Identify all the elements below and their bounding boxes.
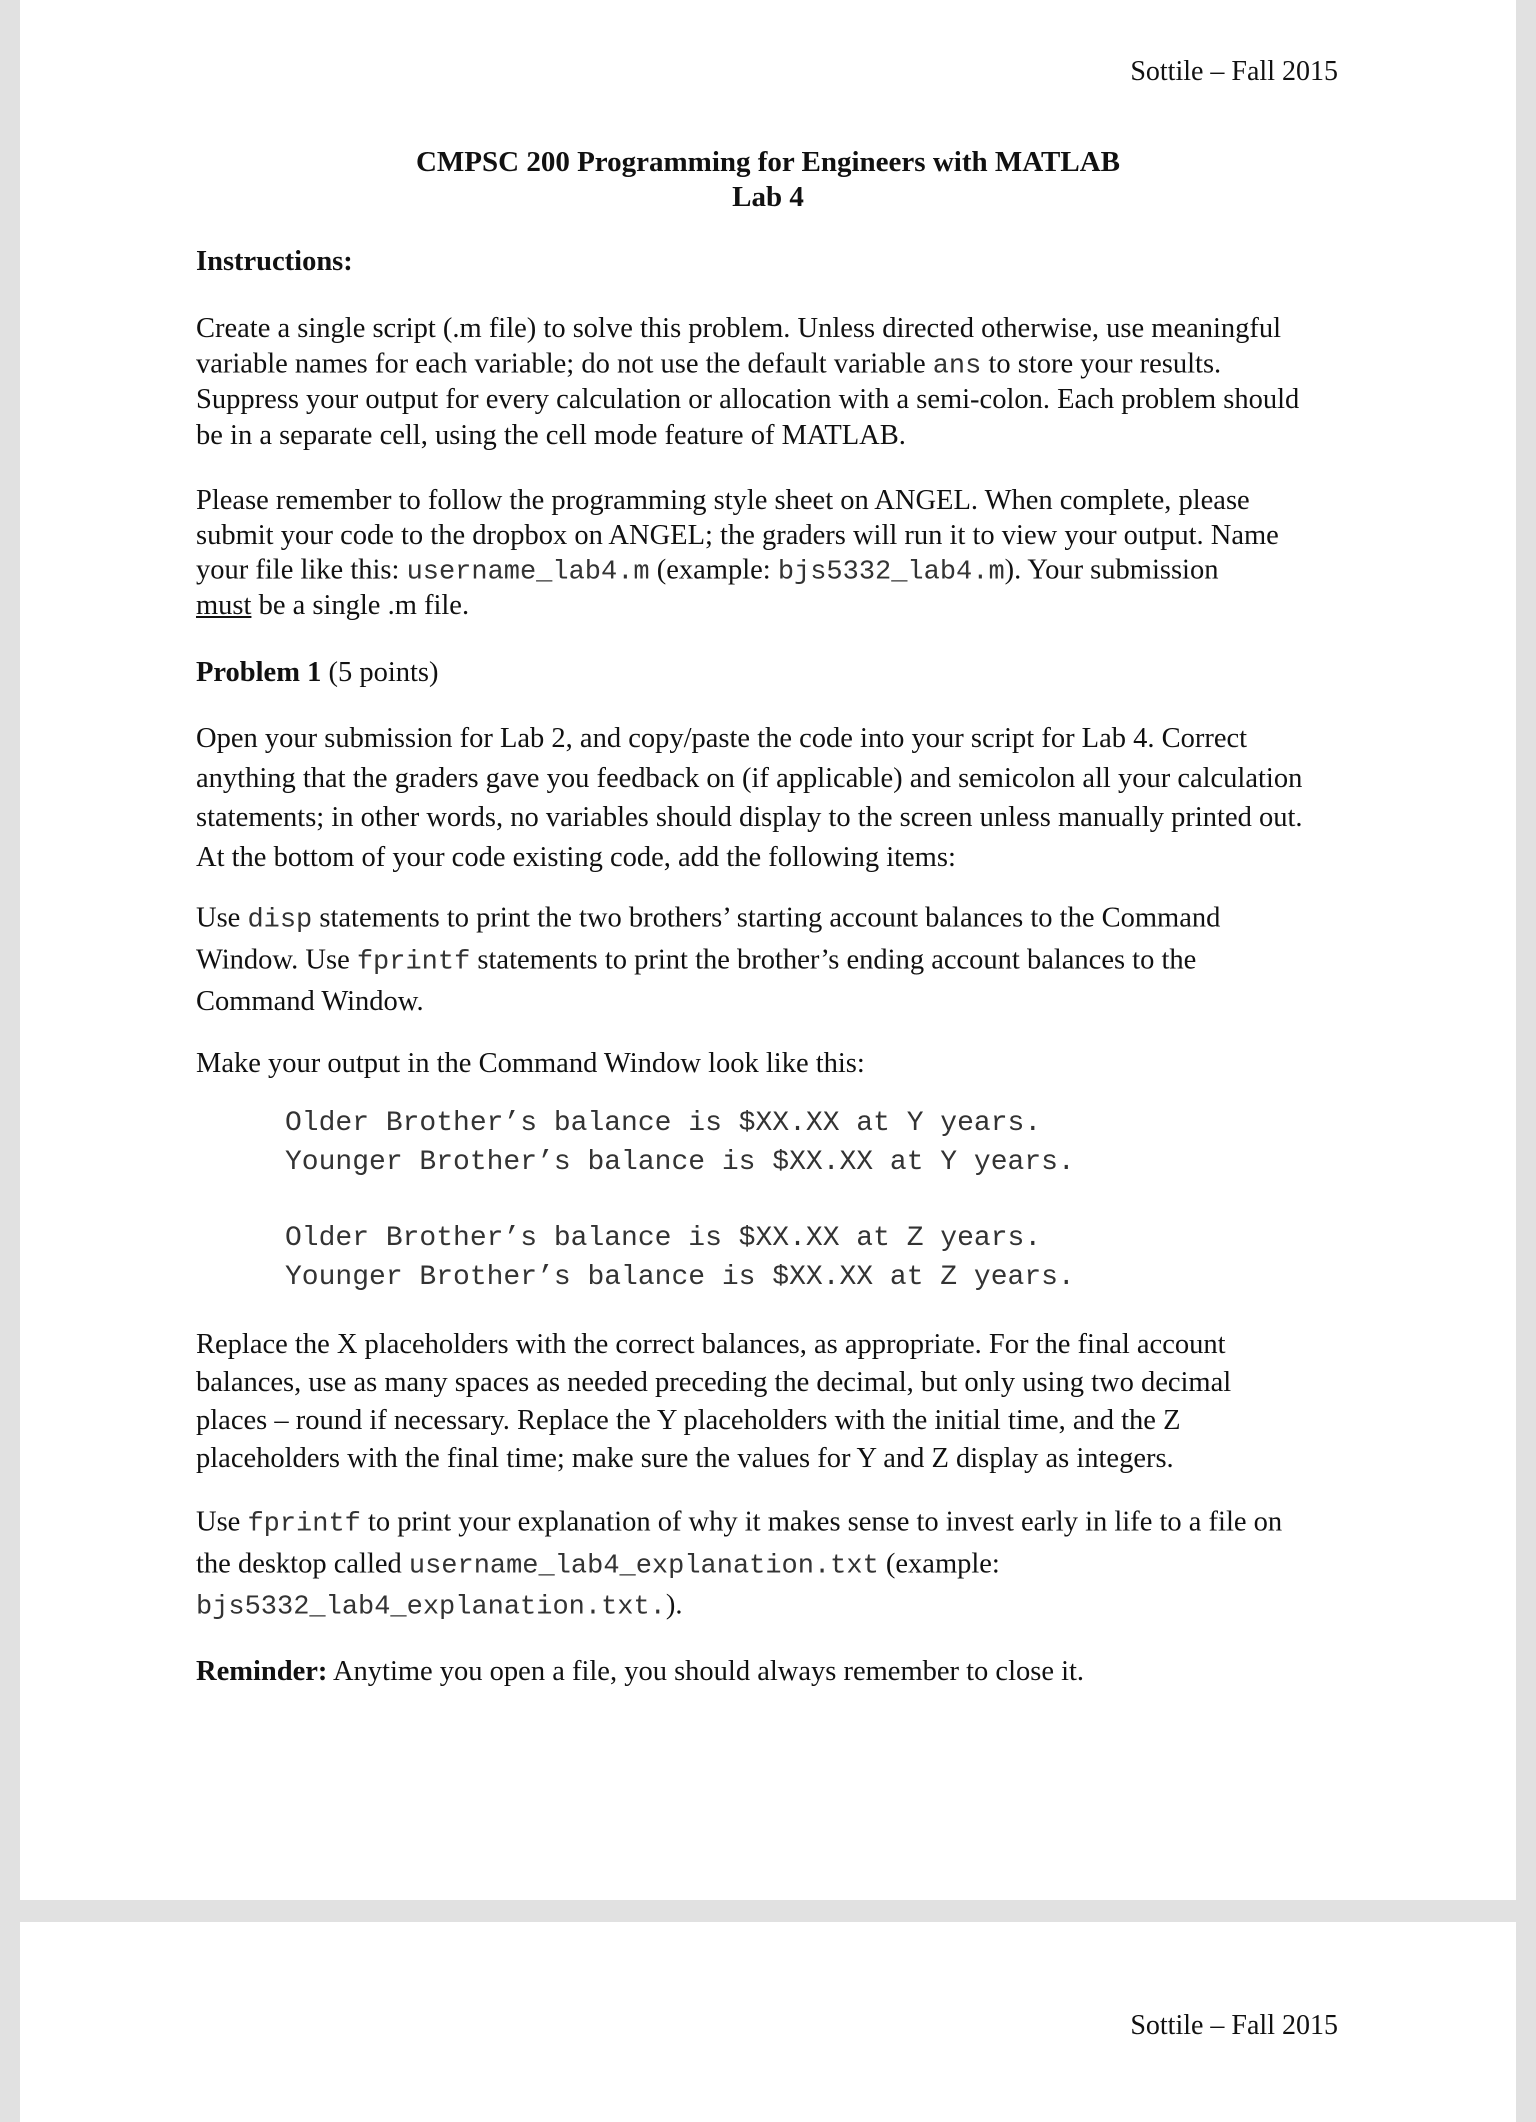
inline-code: ans — [932, 351, 982, 381]
text-segment: (example: — [649, 554, 778, 586]
text-segment: (5 points) — [321, 657, 439, 688]
text-segment: placeholders with the final time; make sure the values for Y and Z display as integers. — [196, 1443, 1174, 1474]
text-segment: statements to print the two brothers’ starting account balances to the Command — [312, 902, 1221, 934]
text-segment: (example: — [878, 1548, 1000, 1579]
document-page-2 — [20, 1922, 1516, 2122]
code-line: Younger Brother’s balance is $XX.XX at Y years. — [285, 1147, 1075, 1178]
text-segment: statements; in other words, no variables should display to the screen unless manually printed out. — [196, 802, 1303, 833]
text-segment: anything that the graders gave you feedback on (if applicable) and semicolon all your calculation — [196, 762, 1303, 794]
text-segment: Anytime you open a file, you should always remember to close it. — [327, 1656, 1085, 1687]
code-line: Older Brother’s balance is $XX.XX at Z years. — [285, 1223, 1042, 1254]
document-subtitle: Lab 4 — [732, 181, 804, 213]
page-header: Sottile – Fall 2015 — [1130, 56, 1338, 87]
text-segment: be in a separate cell, using the cell mode feature of MATLAB. — [196, 419, 906, 451]
text-segment: variable names for each variable; do not use the default variable — [196, 348, 933, 379]
text-segment: Use — [196, 1506, 248, 1538]
code-line: Older Brother’s balance is $XX.XX at Y years. — [285, 1108, 1042, 1139]
text-segment: balances, use as many spaces as needed preceding the decimal, but only using two decimal — [196, 1367, 1232, 1398]
text-segment: Open your submission for Lab 2, and copy/paste the code into your script for Lab 4. Correct — [196, 723, 1248, 754]
inline-code: fprintf — [356, 947, 471, 977]
text-segment: to print your explanation of why it makes sense to invest early in life to a file on — [360, 1506, 1283, 1538]
page-header: Sottile – Fall 2015 — [1130, 2010, 1338, 2041]
inline-code: username_lab4.m — [406, 557, 650, 588]
text-segment: statements to print the brother’s ending account balances to the — [470, 944, 1197, 975]
text-segment: Window. Use — [196, 944, 357, 975]
text-segment: be a single .m file. — [251, 590, 470, 621]
text-segment: your file like this: — [196, 554, 407, 586]
text-segment: Problem 1 — [196, 657, 322, 688]
text-segment: Replace the X placeholders with the correct balances, as appropriate. For the final account — [196, 1329, 1226, 1360]
inline-code: username_lab4_explanation.txt — [408, 1551, 879, 1581]
text-segment: Make your output in the Command Window look like this: — [196, 1048, 865, 1079]
text-segment: Create a single script (.m file) to solve this problem. Unless directed otherwise, use meaningful — [196, 313, 1282, 344]
inline-code: bjs5332_lab4_explanation.txt. — [196, 1592, 666, 1623]
text-segment: must — [196, 590, 252, 621]
instructions-heading: Instructions: — [196, 246, 353, 277]
text-segment: ). — [665, 1589, 683, 1621]
text-segment: Please remember to follow the programming style sheet on ANGEL. When complete, please — [196, 485, 1250, 516]
text-segment: ). Your submission — [1004, 554, 1219, 586]
document-page-1 — [20, 0, 1516, 1900]
text-segment: the desktop called — [196, 1548, 409, 1579]
inline-code: disp — [247, 905, 313, 936]
text-segment: Suppress your output for every calculation or allocation with a semi-colon. Each problem should — [196, 384, 1300, 415]
text-segment: submit your code to the dropbox on ANGEL; the graders will run it to view your output. Name — [196, 520, 1279, 551]
inline-code: bjs5332_lab4.m — [777, 557, 1005, 588]
inline-code: fprintf — [247, 1509, 361, 1540]
text-segment: to store your results. — [981, 348, 1222, 379]
text-segment: Reminder: — [196, 1656, 328, 1687]
document-title: CMPSC 200 Programming for Engineers with MATLAB — [415, 146, 1120, 178]
text-segment: places – round if necessary. Replace the Y placeholders with the initial time, and the Z — [196, 1405, 1181, 1436]
code-line: Younger Brother’s balance is $XX.XX at Z years. — [285, 1262, 1075, 1293]
text-segment: Use — [196, 902, 248, 934]
text-segment: Command Window. — [196, 986, 424, 1017]
text-segment: At the bottom of your code existing code, add the following items: — [196, 841, 956, 873]
